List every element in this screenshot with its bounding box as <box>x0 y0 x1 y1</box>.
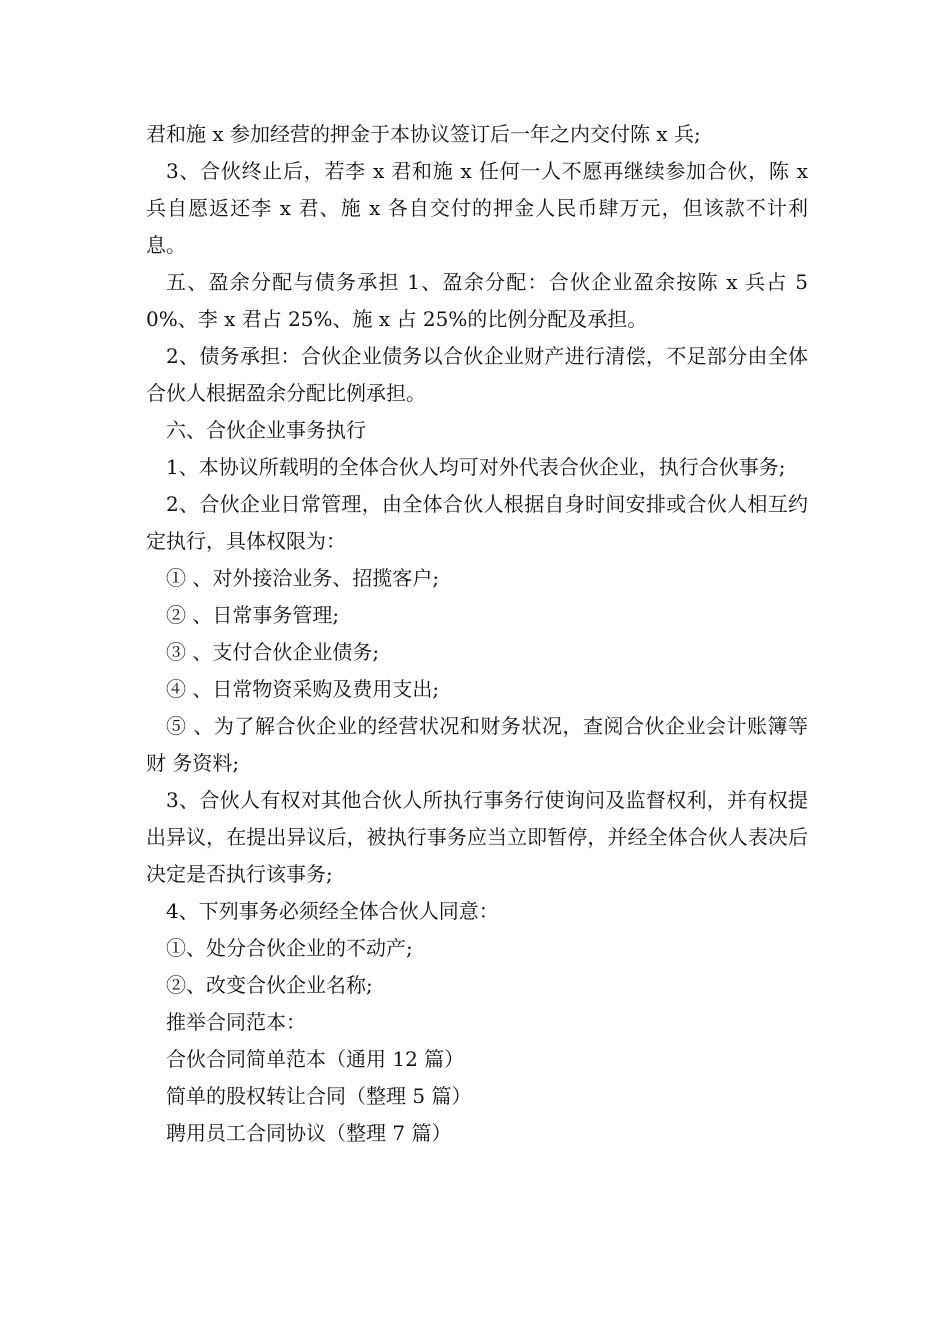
list-item-business-contact: ① 、对外接洽业务、招揽客户; <box>166 566 440 590</box>
list-item-pay-debts: ③ 、支付合伙企业债务; <box>166 640 380 664</box>
recommend-heading: 推举合同范本： <box>166 1010 306 1034</box>
paragraph-unanimous-consent: 4、下列事务必须经全体合伙人同意： <box>166 899 499 923</box>
paragraph-deposit-payment: 君和施 x 参加经营的押金于本协议签订后一年之内交付陈 x 兵; <box>146 122 701 146</box>
paragraph-termination-refund: 3、合伙终止后，若李 x 君和施 x 任何一人不愿再继续参加合伙，陈 x 兵自愿返还李 x 君、施 x 各自交付的押金人民币肆万元，但该款不计利息。 <box>146 159 808 257</box>
paragraph-daily-management: 2、合伙企业日常管理，由全体合伙人根据自身时间安排或合伙人相互约定执行，具体权限为： <box>146 492 808 553</box>
paragraph-profit-distribution: 五、盈余分配与债务承担 1、盈余分配：合伙企业盈余按陈 x 兵占 50%、李 x 君占 25%、施 x 占 25%的比例分配及承担。 <box>146 270 808 331</box>
recommend-link-equity-transfer[interactable]: 简单的股权转让合同（整理 5 篇） <box>166 1084 472 1108</box>
list-item-daily-affairs: ② 、日常事务管理; <box>166 603 340 627</box>
paragraph-debt-bearing: 2、债务承担：合伙企业债务以合伙企业财产进行清偿，不足部分由全体合伙人根据盈余分配比例承担。 <box>146 344 808 405</box>
list-item-review-books: ⑤ 、为了解合伙企业的经营状况和财务状况，查阅合伙企业会计账簿等财 务资料; <box>146 714 808 775</box>
list-item-procurement: ④ 、日常物资采购及费用支出; <box>166 677 440 701</box>
paragraph-supervision-rights: 3、合伙人有权对其他合伙人所执行事务行使询问及监督权利，并有权提 出异议，在提出异议后，被执行事务应当立即暂停，并经全体合伙人表决后决定是否执行该事务; <box>146 788 808 886</box>
recommend-link-partnership[interactable]: 合伙合同简单范本（通用 12 篇） <box>166 1047 465 1071</box>
paragraph-represent-partnership: 1、本协议所载明的全体合伙人均可对外代表合伙企业，执行合伙事务; <box>166 455 786 479</box>
document-body <box>146 116 808 1152</box>
list-item-change-name: ②、改变合伙企业名称; <box>166 973 373 997</box>
section-heading-affairs: 六、合伙企业事务执行 <box>166 418 366 442</box>
list-item-dispose-property: ①、处分合伙企业的不动产; <box>166 936 413 960</box>
recommend-link-employment[interactable]: 聘用员工合同协议（整理 7 篇） <box>166 1121 452 1145</box>
